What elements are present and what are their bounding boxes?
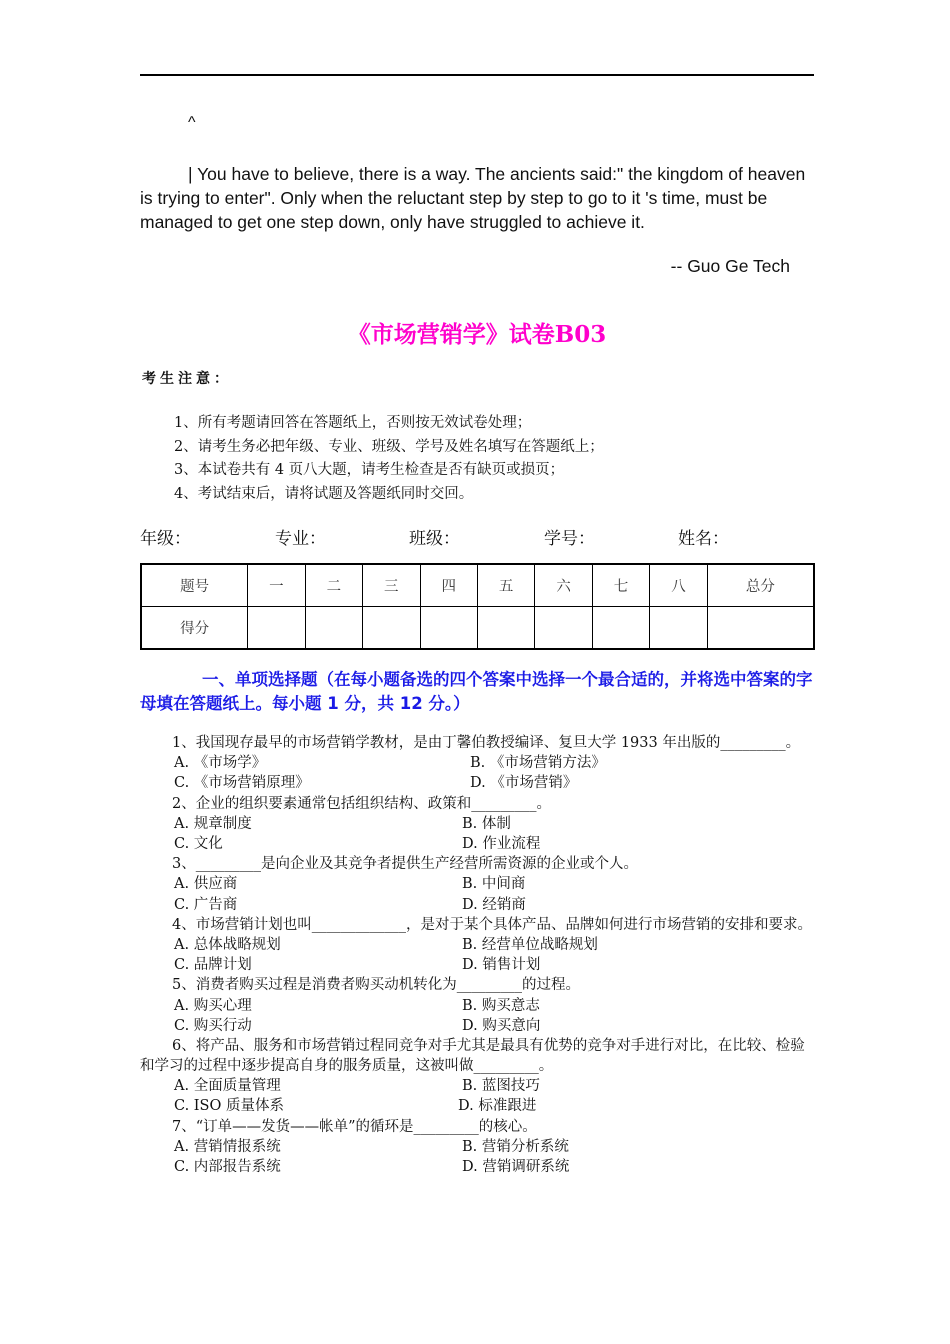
option-row	[140, 753, 816, 773]
score-header-cell: 总分	[707, 564, 814, 607]
motto-text: | You have to believe, there is a way. The ancients said:" the kingdom of heaven is trying to enter". Only when the reluctant step by step to go to it 's time, must be managed to get one step down, only have struggled to achieve it.	[140, 164, 806, 232]
option-c: C. 广告商	[174, 896, 238, 913]
question-stem: 7、“订单——发货——帐单”的循环是_________的核心。	[172, 1118, 537, 1135]
score-header-cell: 八	[650, 564, 707, 607]
option-a: A. 总体战略规划	[174, 936, 281, 953]
grade-field-label: 年级：	[140, 529, 191, 548]
section-heading-text: 一、单项选择题（在每小题备选的四个答案中选择一个最合适的，并将选中答案的字母填在答题纸上。每小题 1 分，共 12 分。）	[140, 670, 813, 713]
motto-author: -- Guo Ge Tech	[670, 256, 790, 276]
caret-mark: ^	[188, 114, 196, 131]
option-row	[140, 874, 816, 894]
motto-quote	[140, 162, 816, 234]
exam-title: 《市场营销学》试卷B03	[347, 321, 607, 348]
option-a: A. 供应商	[174, 876, 238, 893]
score-header-cell: 七	[592, 564, 649, 607]
option-d: D. 经销商	[462, 896, 526, 913]
option-row	[140, 1137, 816, 1157]
option-a: A. 规章制度	[174, 815, 252, 832]
option-c: C. 《市场营销原理》	[174, 775, 310, 792]
option-b: B. 购买意志	[462, 997, 540, 1014]
option-row	[140, 834, 816, 854]
score-header-cell: 三	[363, 564, 420, 607]
score-cell	[707, 607, 814, 650]
option-d: D. 购买意向	[462, 1017, 541, 1034]
option-b: B. 体制	[462, 815, 511, 832]
score-table	[140, 563, 815, 650]
score-cell	[592, 607, 649, 650]
option-row	[140, 814, 816, 834]
score-cell	[363, 607, 420, 650]
option-b: B. 中间商	[462, 876, 526, 893]
option-row	[140, 1096, 816, 1116]
option-c: C. 文化	[174, 835, 223, 852]
option-c: C. 品牌计划	[174, 957, 252, 974]
student-info-row	[140, 524, 820, 550]
student-id-field-label: 学号：	[544, 529, 595, 548]
question-stem: 3、_________是向企业及其竞争者提供生产经营所需资源的企业或个人。	[172, 856, 638, 873]
option-a: A. 《市场学》	[174, 755, 267, 772]
major-field-label: 专业：	[275, 529, 326, 548]
option-row	[140, 955, 816, 975]
option-c: C. 购买行动	[174, 1017, 252, 1034]
notice-list	[174, 412, 814, 506]
notice-item: 1、所有考题请回答在答题纸上，否则按无效试卷处理；	[174, 415, 532, 431]
option-b: B. 《市场营销方法》	[470, 755, 606, 772]
question-stem: 5、消费者购买过程是消费者购买动机转化为_________的过程。	[172, 977, 580, 994]
score-header-cell: 六	[535, 564, 592, 607]
notice-item: 4、考试结束后，请将试题及答题纸同时交回。	[174, 485, 474, 502]
option-a: A. 营销情报系统	[174, 1138, 281, 1155]
question-stem: 6、将产品、服务和市场营销过程同竞争对手尤其是最具有优势的竞争对手进行对比，在比较、检验和学习的过程中逐步提高自身的服务质量，这被叫做_________。	[140, 1037, 805, 1075]
option-d: D. 销售计划	[462, 957, 541, 974]
option-b: B. 蓝图技巧	[462, 1078, 540, 1095]
question-stem: 2、企业的组织要素通常包括组织结构、政策和_________。	[172, 795, 551, 812]
option-d: D. 《市场营销》	[470, 775, 578, 792]
option-b: B. 营销分析系统	[462, 1138, 569, 1155]
option-row	[140, 773, 816, 793]
score-header-cell: 一	[248, 564, 305, 607]
score-cell	[420, 607, 477, 650]
notice-item: 2、请考生务必把年级、专业、班级、学号及姓名填写在答题纸上；	[174, 438, 604, 455]
score-table-score-row	[141, 607, 814, 650]
score-header-cell: 五	[477, 564, 534, 607]
option-row	[140, 895, 816, 915]
option-b: B. 经营单位战略规划	[462, 936, 598, 953]
score-header-cell: 四	[420, 564, 477, 607]
header-rule	[140, 74, 814, 76]
option-d: D. 作业流程	[462, 835, 541, 852]
option-c: C. 内部报告系统	[174, 1159, 281, 1176]
option-row	[140, 1076, 816, 1096]
option-d: D. 标准跟进	[458, 1098, 537, 1115]
option-row	[140, 996, 816, 1016]
score-table-header-row	[141, 564, 814, 607]
score-header-cell: 题号	[141, 564, 248, 607]
notice-item: 3、本试卷共有 4 页八大题，请考生检查是否有缺页或损页；	[174, 462, 565, 478]
question-list	[140, 733, 816, 1177]
option-row	[140, 1157, 816, 1177]
option-d: D. 营销调研系统	[462, 1159, 570, 1176]
name-field-label: 姓名：	[678, 529, 729, 548]
score-row-label: 得分	[141, 607, 248, 650]
option-row	[140, 935, 816, 955]
class-field-label: 班级：	[409, 529, 460, 548]
section-heading	[140, 668, 816, 716]
score-cell	[305, 607, 362, 650]
score-cell	[535, 607, 592, 650]
option-a: A. 全面质量管理	[174, 1078, 281, 1095]
option-c: C. ISO 质量体系	[174, 1098, 284, 1115]
question-stem: 4、市场营销计划也叫_____________，是对于某个具体产品、品牌如何进行市场营销的安排和要求。	[172, 916, 812, 933]
score-header-cell: 二	[305, 564, 362, 607]
notice-heading: 考生注意：	[142, 371, 232, 387]
option-a: A. 购买心理	[174, 997, 252, 1014]
score-cell	[650, 607, 707, 650]
score-cell	[248, 607, 305, 650]
option-row	[140, 1016, 816, 1036]
score-cell	[477, 607, 534, 650]
question-stem: 1、我国现存最早的市场营销学教材，是由丁馨伯教授编译、复旦大学 1933 年出版的_________。	[172, 735, 801, 751]
